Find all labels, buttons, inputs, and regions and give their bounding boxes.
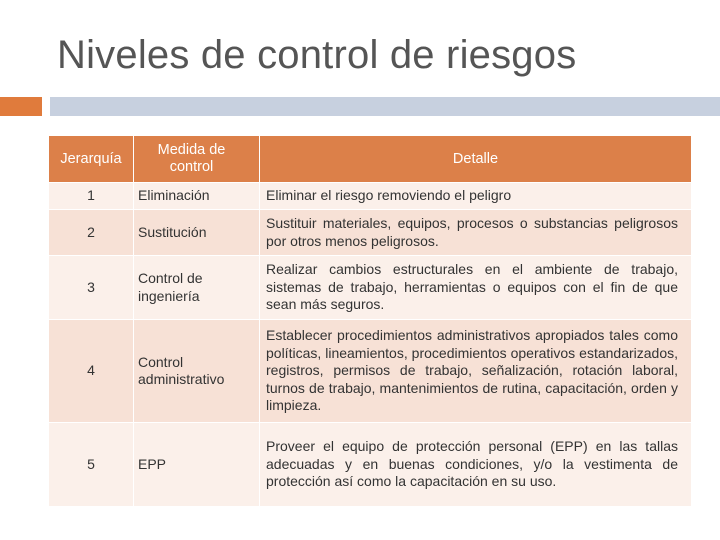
level-cell: 1 <box>49 183 134 210</box>
level-cell: 3 <box>49 256 134 320</box>
header-detalle: Detalle <box>260 136 692 183</box>
risk-control-table <box>48 135 692 507</box>
table-row <box>49 423 692 507</box>
header-medida: Medida de control <box>134 136 260 183</box>
table-row <box>49 183 692 210</box>
level-cell: 5 <box>49 423 134 507</box>
detail-cell: Establecer procedimientos administrativos apropiados tales como políticas, lineamientos, procedimientos operativos estandarizados, registros, permisos de trabajo, señalización, rotación laboral, turnos de trabajo, mantenimientos de rutina, capacitación, orden y limpieza. <box>260 320 692 423</box>
measure-cell: Eliminación <box>134 183 260 210</box>
measure-cell: Control administrativo <box>134 320 260 423</box>
header-jerarquia: Jerarquía <box>49 136 134 183</box>
detail-cell: Sustituir materiales, equipos, procesos o substancias peligrosos por otros menos peligrosos. <box>260 210 692 256</box>
measure-cell: Control de ingeniería <box>134 256 260 320</box>
slide-title: Niveles de control de riesgos <box>57 33 577 77</box>
title-rule-bar <box>50 97 720 116</box>
detail-cell: Proveer el equipo de protección personal (EPP) en las tallas adecuadas y en buenas condiciones, y/o la vestimenta de protección así como la capacitación en su uso. <box>260 423 692 507</box>
level-cell: 4 <box>49 320 134 423</box>
detail-cell: Realizar cambios estructurales en el ambiente de trabajo, sistemas de trabajo, herramientas o equipos con el fin de que sean más seguros. <box>260 256 692 320</box>
detail-cell: Eliminar el riesgo removiendo el peligro <box>260 183 692 210</box>
measure-cell: EPP <box>134 423 260 507</box>
level-cell: 2 <box>49 210 134 256</box>
table-header-row <box>49 136 692 183</box>
table-row <box>49 320 692 423</box>
table-row <box>49 256 692 320</box>
accent-bar <box>0 97 42 116</box>
measure-cell: Sustitución <box>134 210 260 256</box>
table-row <box>49 210 692 256</box>
